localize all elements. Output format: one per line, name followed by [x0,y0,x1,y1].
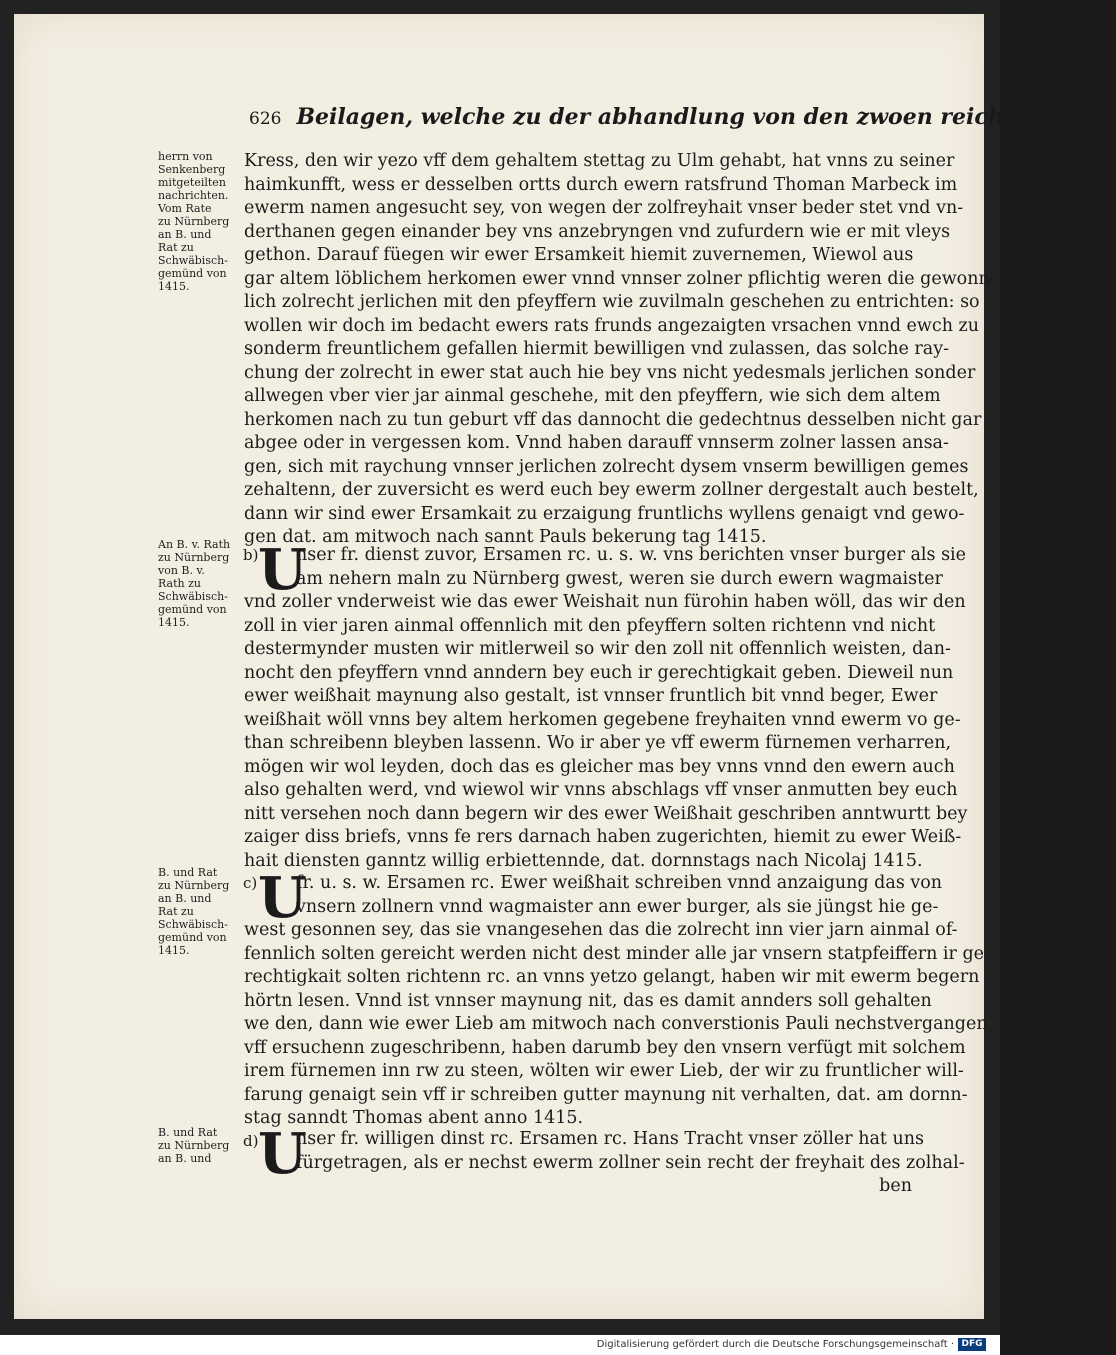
section-b-initial: U [258,537,307,603]
margin-note-line: B. und Rat [158,866,218,879]
text-line: am nehern maln zu Nürnberg gwest, weren sie durch ewern wagmaister [296,568,943,589]
margin-note-line: Rat zu [158,241,194,254]
text-line: nser fr. willigen dinst rc. Ersamen rc. Hans Tracht vnser zöller hat uns [296,1129,925,1149]
text-line: gen dat. am mitwoch nach sannt Pauls bekerung tag 1415. [244,527,767,547]
section-c-initial: U [258,865,307,931]
running-header [249,104,1116,130]
text-line: hörtn lesen. Vnnd ist vnnser maynung nit, das es damit annders soll gehalten [244,990,932,1011]
catchword: ben [879,1176,912,1196]
margin-note-2 [158,538,244,629]
text-line: zaiger diss briefs, vnns fe rers darnach haben zugerichten, hiemit zu ewer Weiß- [244,827,962,847]
text-line: gar altem löblichem herkomen ewer vnnd vnnser zolner pflichtig weren die gewonn- [244,268,996,289]
margin-note-line: mitgeteilten [158,176,226,189]
section-a-text [244,150,996,550]
text-line: chung der zolrecht in ewer stat auch hie bey vns nicht yedesmals jerlichen sonder [244,362,976,383]
margin-note-line: 1415. [158,944,190,957]
margin-note-line: 1415. [158,616,190,629]
margin-note-line: zu Nürnberg [158,879,230,892]
text-line: herkomen nach zu tun geburt vff das dannocht die gedechtnus desselben nicht gar [244,409,982,430]
margin-note-line: zu Nürnberg [158,1139,230,1152]
margin-note-line: gemünd von [158,931,227,944]
margin-note-line: gemünd von [158,267,227,280]
text-line: vff ersuchenn zugeschribenn, haben darumb bey den vnsern verfügt mit solchem [244,1037,966,1058]
text-line: weißhait wöll vnns bey altem herkomen gegebene freyhaiten vnnd ewerm vo ge- [244,709,961,730]
margin-note-line: Schwäbisch- [158,918,228,931]
text-line: west gesonnen sey, das sie vnangesehen das die zolrecht inn vier jarn ainmal of- [244,920,958,940]
text-line: vnsern zollnern vnnd wagmaister ann ewer burger, als sie jüngst hie ge- [296,896,939,917]
margin-note-line: an B. und [158,892,212,905]
margin-note-line: Senkenberg [158,163,226,176]
text-line: rechtigkait solten richtenn rc. an vnns yetzo gelangt, haben wir mit ewerm begern [244,967,980,987]
page-title: Beilagen, welche zu der abhandlung von den zwoen reichsmessen, [296,104,1116,130]
margin-note-line: An B. v. Rath [158,538,231,551]
section-d-marker: d) [243,1132,259,1150]
margin-note-line: zu Nürnberg [158,551,230,564]
footer-bar [0,1335,1000,1355]
margin-note-line: nachrichten. [158,189,229,202]
text-line: lich zolrecht jerlichen mit den pfeyffern wie zuvilmaln geschehen zu entrichten: so [244,292,980,312]
text-line: wollen wir doch im bedacht ewers rats frunds angezaigten vrsachen vnnd ewch zu [244,315,980,336]
section-d-text [244,1121,965,1199]
text-line: irem fürnemen inn rw zu steen, wölten wir ewer Lieb, der wir zu fruntlicher will- [244,1061,964,1081]
funding-notice: Digitalisierung gefördert durch die Deutsche Forschungsgemeinschaft · [596,1339,954,1350]
margin-note-1 [158,150,244,293]
text-line: nitt versehen noch dann begern wir des ewer Weißhait geschriben anntwurtt bey [244,803,968,824]
text-line: farung genaigt sein vff ir schreiben gutter maynung nit verhalten, dat. am dornn- [244,1084,968,1105]
margin-note-4 [158,1126,244,1165]
text-line: derthanen gegen einander bey vns anzebryngen vnd zufurdern wie er mit vleys [244,221,951,242]
text-line: fürgetragen, als er nechst ewerm zollner sein recht der freyhait des zolhal- [296,1152,965,1173]
text-line: nocht den pfeyffern vnnd anndern bey euch ir gerechtigkait geben. Dieweil nun [244,662,954,683]
margin-note-line: an B. und [158,228,212,241]
text-line: zoll in vier jaren ainmal offennlich mit den pfeyffern solten richtenn vnd nicht [244,615,936,636]
text-line: mögen wir wol leyden, doch das es gleicher mas bey vnns vnnd den ewern auch [244,756,955,777]
text-line: ewerm namen angesucht sey, von wegen der zolfreyhait vnser beder stet vnd vn- [244,198,964,218]
margin-note-line: gemünd von [158,603,227,616]
margin-note-line: B. und Rat [158,1126,218,1139]
text-line: zehaltenn, der zuversicht es werd euch bey ewerm zollner dergestalt auch bestelt, [244,480,979,500]
section-c-marker: c) [243,874,258,892]
section-b-marker: b) [243,546,259,564]
margin-note-line: Vom Rate [158,202,212,215]
text-line: sonderm freuntlichem gefallen hiermit bewilligen vnd zulassen, das solche ray- [244,339,950,359]
margin-note-line: von B. v. [158,564,205,577]
text-line: ewer weißhait maynung also gestalt, ist vnnser fruntlich bit vnnd beger, Ewer [244,686,938,706]
text-line: dann wir sind ewer Ersamkait zu erzaigung fruntlichs wyllens genaigt vnd gewo- [244,503,965,524]
text-line: Kress, den wir yezo vff dem gehaltem stettag zu Ulm gehabt, hat vnns zu seiner [244,151,955,171]
text-line: we den, dann wie ewer Lieb am mitwoch nach converstionis Pauli nechstvergangen [244,1014,988,1034]
margin-note-line: Schwäbisch- [158,590,228,603]
text-line: haimkunfft, wess er desselben ortts durch ewern ratsfrund Thoman Marbeck im [244,174,958,195]
margin-note-line: herrn von [158,150,213,163]
text-line: hait diensten ganntz willig erbiettennde, dat. dornnstags nach Nicolaj 1415. [244,850,923,871]
page-number: 626 [249,109,282,129]
margin-note-line: 1415. [158,280,190,293]
text-line: fennlich solten gereicht werden nicht dest minder alle jar vnsern statpfeiffern ir ge- [244,943,990,964]
text-line: stag sanndt Thomas abent anno 1415. [244,1108,584,1128]
margin-note-line: Schwäbisch- [158,254,228,267]
margin-note-3 [158,866,244,957]
text-line: gen, sich mit raychung vnnser jerlichen zolrecht dysem vnserm bewilligen gemes [244,456,969,477]
text-line: vnd zoller vnderweist wie das ewer Weishait nun fürohin haben wöll, das wir den [244,592,966,612]
margin-note-line: Rath zu [158,577,201,590]
text-line: abgee oder in vergessen kom. Vnnd haben darauff vnnserm zolner lassen ansa- [244,433,949,453]
text-line: allwegen vber vier jar ainmal geschehe, mit den pfeyffern, wie sich dem altem [244,386,941,406]
section-c-text [244,865,990,1131]
margin-note-line: Rat zu [158,905,194,918]
text-line: gethon. Darauf füegen wir ewer Ersamkeit hiemit zuvernemen, Wiewol aus [244,245,914,265]
text-line: than schreibenn bleyben lassenn. Wo ir aber ye vff ewerm fürnemen verharren, [244,733,952,753]
text-line: nser fr. dienst zuvor, Ersamen rc. u. s. w. vns berichten vnser burger als sie [296,545,966,565]
text-line: destermynder musten wir mitlerweil so wir den zoll nit offennlich weisten, dan- [244,639,951,659]
section-d-initial: U [258,1121,307,1187]
dfg-logo-icon: DFG [958,1338,986,1351]
margin-note-line: zu Nürnberg [158,215,230,228]
text-line: also gehalten werd, vnd wiewol wir vnns abschlags vff vnser anmutten bey euch [244,780,958,800]
margin-note-line: an B. und [158,1152,212,1165]
text-line: fr. u. s. w. Ersamen rc. Ewer weißhait schreiben vnnd anzaigung das von [296,873,943,893]
